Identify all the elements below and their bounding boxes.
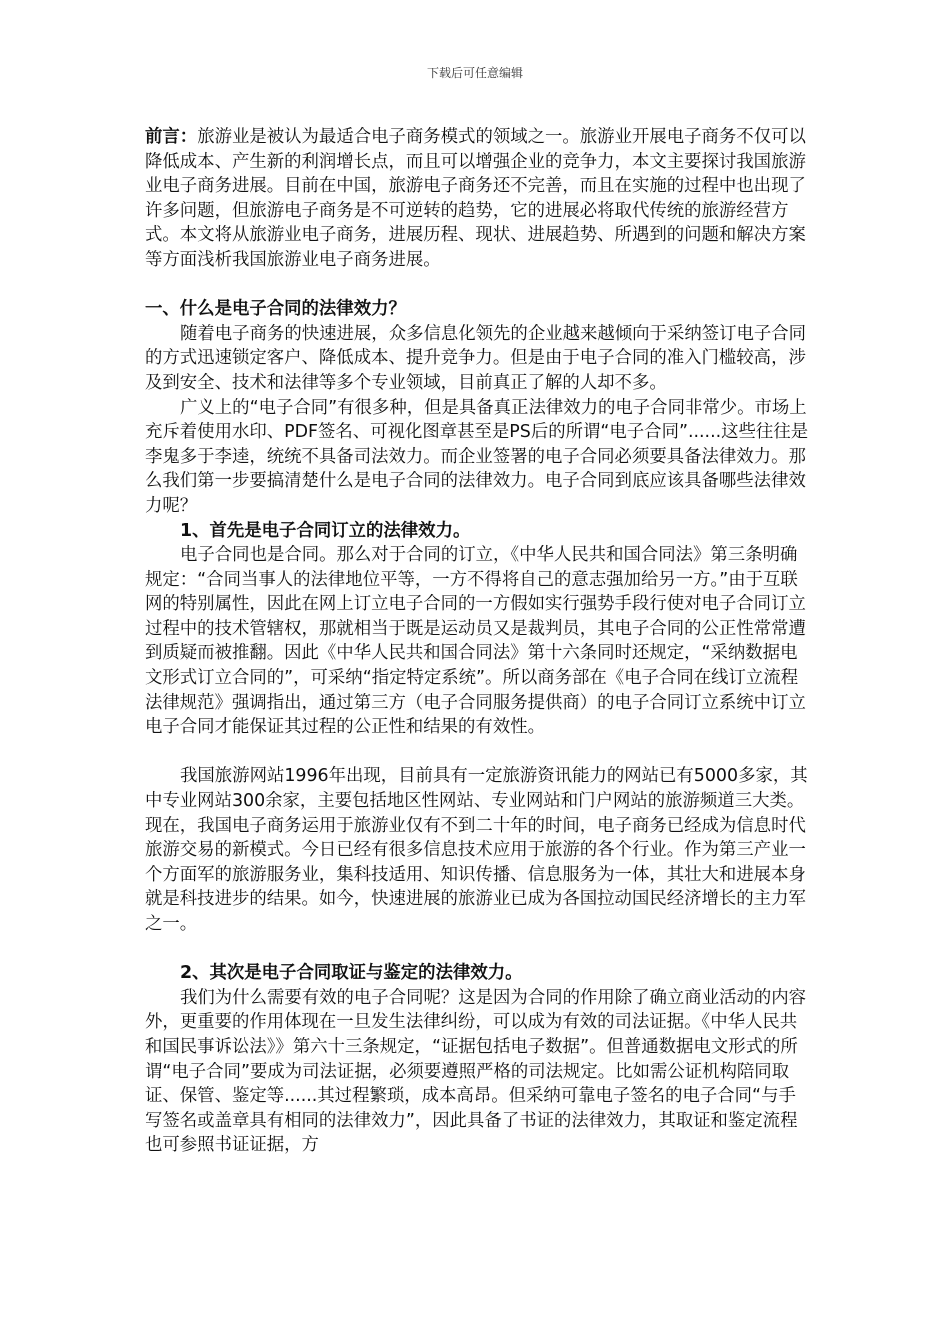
paragraph: 我们为什么需要有效的电子合同呢？这是因为合同的作用除了确立商业活动的内容外，更重要的作用体现在一旦发生法律纠纷，可以成为有效的司法证据。《中华人民共和国民事诉讼法》》第六十三条规定，“证据包括电子数据”。但普通数据电文形式的所谓“电子合同”要成为司法证据，必须要遵照严格的司法规定。比如需公证机构陪同取证、保管、鉴定等......其过程繁琐，成本高昂。但采纳可靠电子签名的电子合同“与手写签名或盖章具有相同的法律效力”，因此具备了书证的法律效力，其取证和鉴定流程也可参照书证证据，方 [145, 987, 807, 1156]
subsection-heading: 1、首先是电子合同订立的法律效力。 [180, 520, 471, 541]
spacer [145, 273, 813, 298]
paragraph: 电子合同也是合同。那么对于合同的订立，《中华人民共和国合同法》第三条明确规定：“合同当事人的法律地位平等，一方不得将自己的意志强加给另一方。”由于互联网的特别属性，因此在网上订立电子合同的一方假如实行强势手段行使对电子合同订立过程中的技术管辖权，那就相当于既是运动员又是裁判员，其电子合同的公正性常常遭到质疑而被推翻。因此《中华人民共和国合同法》第十六条同时还规定，“采纳数据电文形式订立合同的”，可采纳“指定特定系统”。所以商务部在《电子合同在线订立流程法律规范》强调指出，通过第三方（电子合同服务提供商）的电子合同订立系统中订立电子合同才能保证其过程的公正性和结果的有效性。 [145, 545, 806, 738]
section-heading: 一、什么是电子合同的法律效力？ [145, 299, 406, 320]
preface-label: 前言： [145, 127, 198, 147]
spacer [145, 937, 813, 962]
document-body [145, 125, 813, 1158]
preface-paragraph [145, 125, 813, 273]
paragraph: 广义上的“电子合同”有很多种，但是具备真正法律效力的电子合同非常少。市场上充斥着使用水印、PDF签名、可视化图章甚至是PS后的所谓“电子合同”......这些往往是李鬼多于李逵，统统不具备司法效力。而企业签署的电子合同必须要具备法律效力。那么我们第一步要搞清楚什么是电子合同的法律效力。电子合同到底应该具备哪些法律效力呢？ [145, 397, 809, 516]
page-header-note: 下载后可任意编辑 [426, 66, 523, 80]
paragraph: 我国旅游网站1996年出现，目前具有一定旅游资讯能力的网站已有5000多家，其中专业网站300余家，主要包括地区性网站、专业网站和门户网站的旅游频道三大类。现在，我国电子商务运用于旅游业仅有不到二十年的时间，电子商务已经成为信息时代旅游交易的新模式。今日已经有很多信息技术应用于旅游的各个行业。作为第三产业一个方面军的旅游服务业，集科技适用、知识传播、信息服务为一体，其壮大和进展本身就是科技进步的结果。如今，快速进展的旅游业已成为各国拉动国民经济增长的主力军之一。 [145, 766, 808, 934]
subsection-heading: 2、其次是电子合同取证与鉴定的法律效力。 [180, 963, 523, 984]
preface-text: 旅游业是被认为最适合电子商务模式的领域之一。旅游业开展电子商务不仅可以降低成本、产生新的利润增长点，而且可以增强企业的竞争力，本文主要探讨我国旅游业电子商务进展。目前在中国，旅游电子商务还不完善，而且在实施的过程中也出现了许多问题，但旅游电子商务是不可逆转的趋势，它的进展必将取代传统的旅游经营方式。本文将从旅游业电子商务，进展历程、现状、进展趋势、所遇到的问题和解决方案等方面浅析我国旅游业电子商务进展。 [145, 127, 806, 270]
spacer [145, 740, 813, 765]
paragraph: 随着电子商务的快速进展，众多信息化领先的企业越来越倾向于采纳签订电子合同的方式迅速锁定客户、降低成本、提升竞争力。但是由于电子合同的准入门槛较高，涉及到安全、技术和法律等多个专业领域，目前真正了解的人却不多。 [145, 323, 807, 393]
